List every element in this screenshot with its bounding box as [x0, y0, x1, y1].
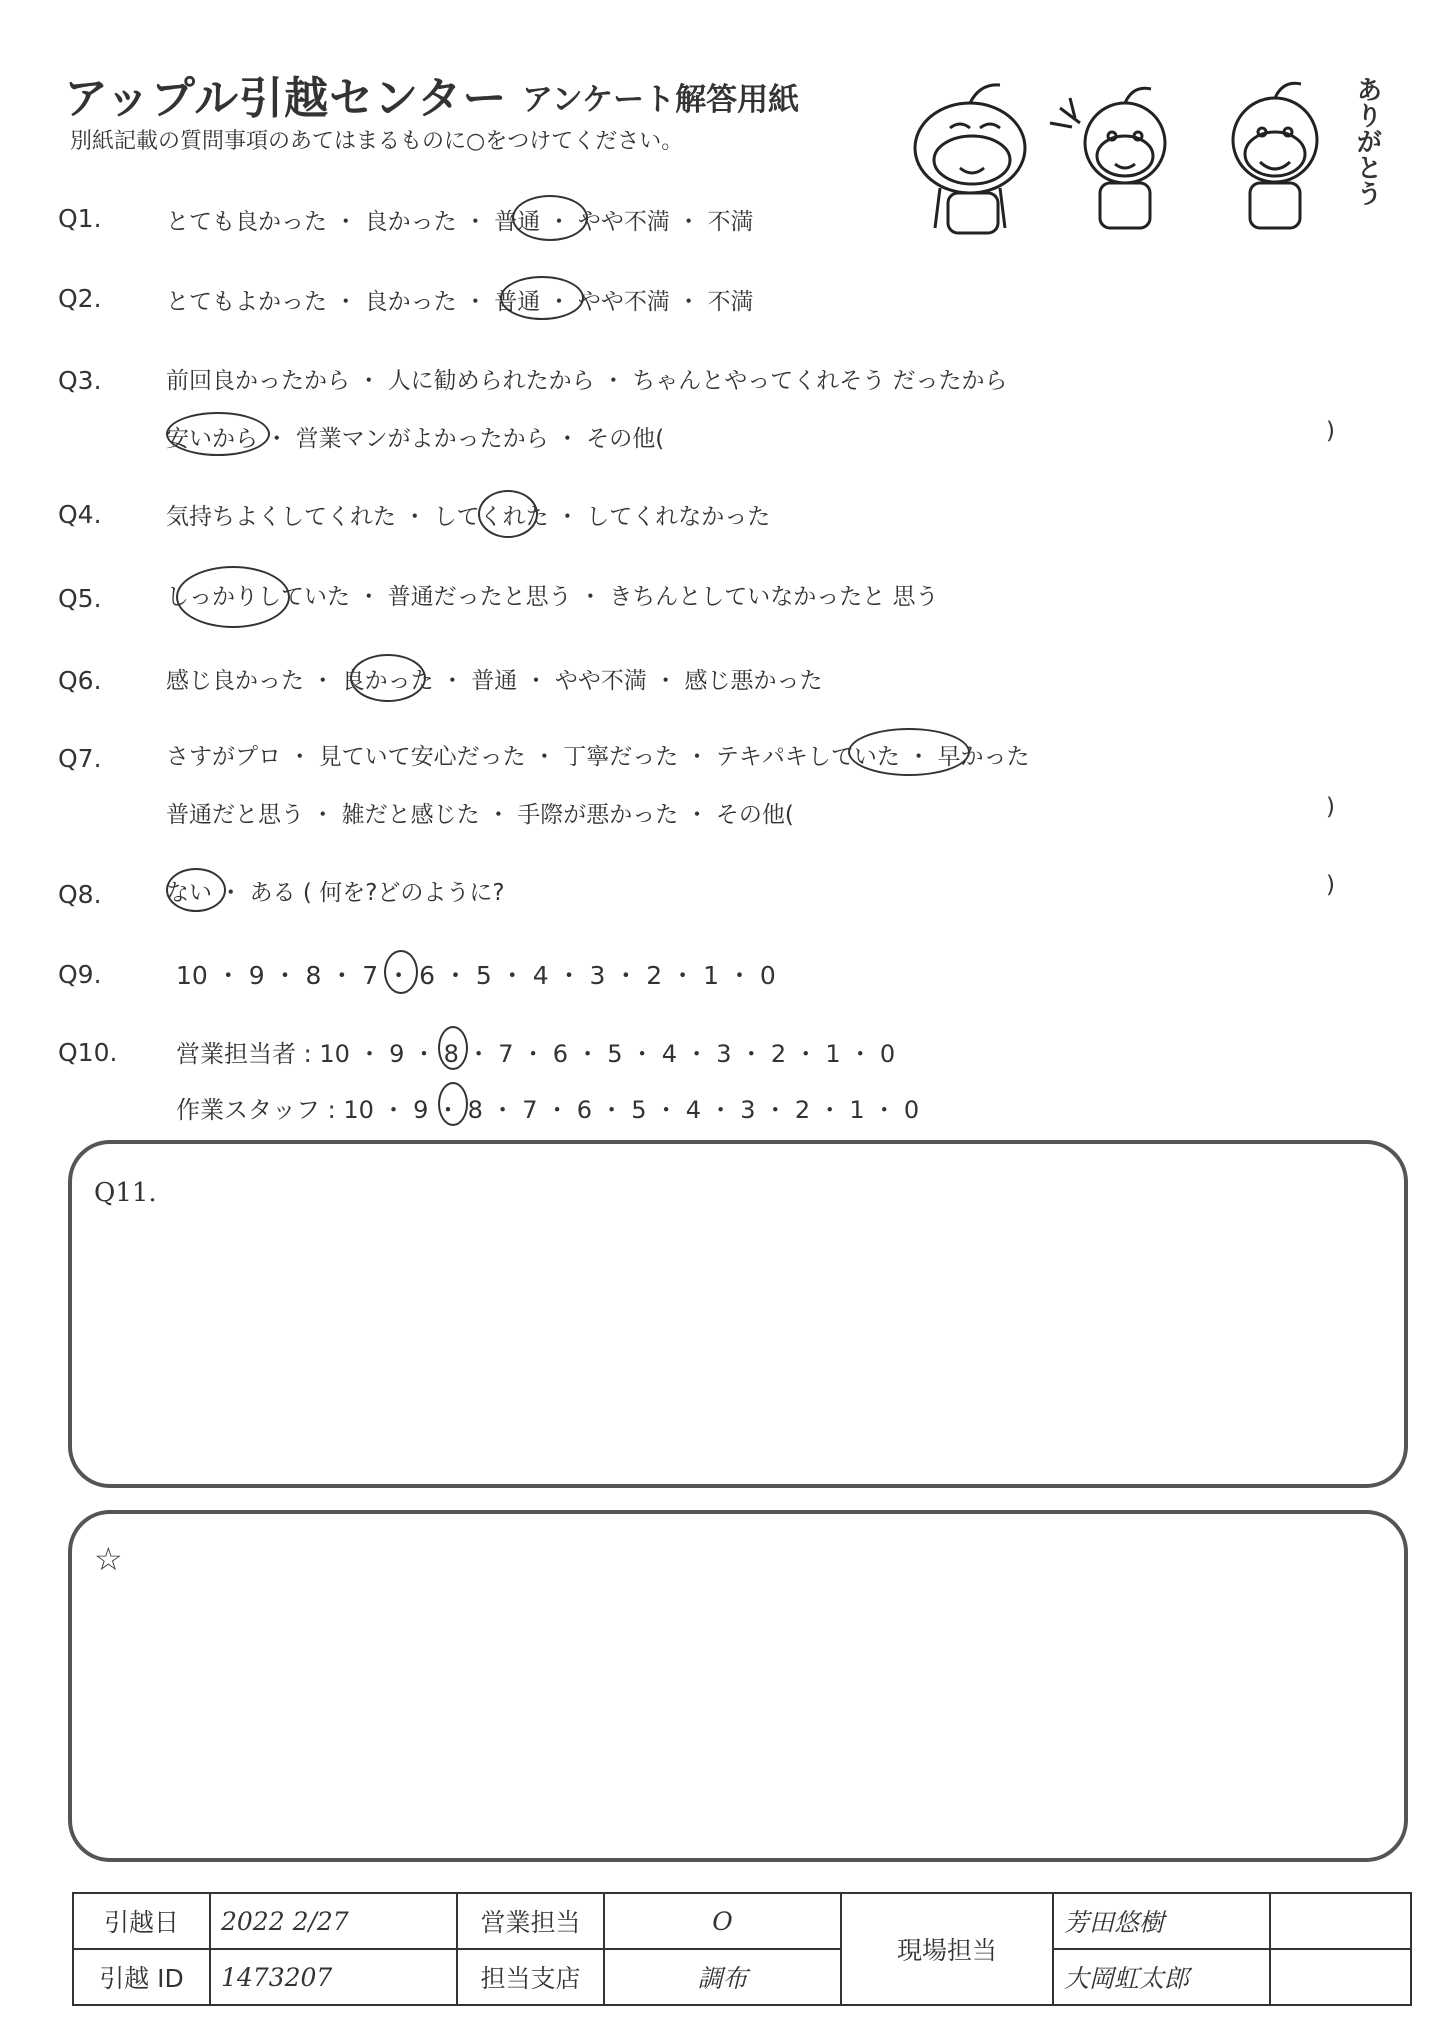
q3-options-line2[interactable]: 安いから ・ 営業マンがよかったから ・ その他(: [166, 426, 665, 452]
q3-number: Q3.: [58, 366, 102, 395]
q11-label: Q11.: [94, 1178, 157, 1208]
answer-circle: [166, 868, 226, 912]
q9-scale[interactable]: 10 ・ 9 ・ 8 ・ 7 ・ 6 ・ 5 ・ 4 ・ 3 ・ 2 ・ 1 ・ 0: [176, 961, 776, 990]
answer-circle: [350, 654, 426, 702]
q5-number: Q5.: [58, 584, 102, 613]
q8-close-paren: ): [1326, 872, 1335, 898]
q1-number: Q1.: [58, 204, 102, 233]
move-info-table: [72, 1892, 1412, 2006]
q10-staff-scale[interactable]: 作業スタッフ : 10 ・ 9 ・ 8 ・ 7 ・ 6 ・ 5 ・ 4 ・ 3 ・ 2 ・ 1 ・ 0: [176, 1096, 920, 1124]
q6-number: Q6.: [58, 666, 102, 695]
sales-label: 営業担当: [457, 1893, 604, 1949]
q2-options[interactable]: とてもよかった ・ 良かった ・ 普通 ・ やや不満 ・ 不満: [166, 289, 754, 315]
answer-circle: [176, 566, 290, 628]
company-name: アップル引越センター: [64, 73, 508, 124]
star-label: ☆: [94, 1540, 123, 1578]
move-id-label: 引越 ID: [73, 1949, 210, 2005]
answer-circle: [438, 1026, 468, 1070]
answer-circle: [438, 1082, 468, 1126]
q1-options[interactable]: とても良かった ・ 良かった ・ 普通 ・ やや不満 ・ 不満: [166, 209, 754, 235]
answer-circle: [166, 412, 270, 456]
form-title: アンケート解答用紙: [522, 82, 800, 118]
q7-number: Q7.: [58, 744, 102, 773]
q8-number: Q8.: [58, 880, 102, 909]
q2-number: Q2.: [58, 284, 102, 313]
sales-value[interactable]: O: [604, 1893, 841, 1949]
branch-label: 担当支店: [457, 1949, 604, 2005]
answer-circle: [500, 276, 584, 320]
thanks-text: ありがとう: [1352, 76, 1382, 206]
monkey-mascots-illustration: [900, 68, 1360, 238]
q7-close-paren: ): [1326, 794, 1335, 820]
instruction-text: 別紙記載の質問事項のあてはまるものに○をつけてください。: [70, 129, 684, 154]
q8-options[interactable]: ない ・ ある ( 何を?どのように?: [166, 880, 505, 906]
q7-options-line1[interactable]: さすがプロ ・ 見ていて安心だった ・ 丁寧だった ・ テキパキしていた ・ 早かった: [166, 744, 1030, 770]
field-value-2[interactable]: 大岡虹太郎: [1053, 1949, 1270, 2005]
move-date-value[interactable]: 2022 2/27: [210, 1893, 457, 1949]
star-comment-box[interactable]: [68, 1510, 1408, 1862]
move-date-label: 引越日: [73, 1893, 210, 1949]
answer-circle: [512, 195, 588, 241]
field-empty-cell[interactable]: [1270, 1893, 1411, 1949]
q3-options-line1[interactable]: 前回良かったから ・ 人に勧められたから ・ ちゃんとやってくれそう だったから: [166, 368, 1008, 394]
answer-circle: [848, 728, 970, 776]
answer-circle: [478, 490, 538, 538]
q6-options[interactable]: 感じ良かった ・ 良かった ・ 普通 ・ やや不満 ・ 感じ悪かった: [166, 668, 823, 694]
q10-sales-scale[interactable]: 営業担当者 : 10 ・ 9 ・ 8 ・ 7 ・ 6 ・ 5 ・ 4 ・ 3 ・ 2 ・ 1 ・ 0: [176, 1040, 896, 1068]
field-label: 現場担当: [841, 1893, 1053, 2005]
q9-number: Q9.: [58, 960, 102, 989]
answer-circle: [384, 950, 418, 994]
field-empty-cell[interactable]: [1270, 1949, 1411, 2005]
field-value-1[interactable]: 芳田悠樹: [1053, 1893, 1270, 1949]
branch-value[interactable]: 調布: [604, 1949, 841, 2005]
q3-close-paren: ): [1326, 418, 1335, 444]
q10-number: Q10.: [58, 1038, 118, 1067]
q4-number: Q4.: [58, 500, 102, 529]
q5-options[interactable]: しっかりしていた ・ 普通だったと思う ・ きちんとしていなかったと 思う: [166, 584, 939, 610]
q7-options-line2[interactable]: 普通だと思う ・ 雑だと感じた ・ 手際が悪かった ・ その他(: [166, 802, 794, 828]
q11-comment-box[interactable]: [68, 1140, 1408, 1488]
move-id-value[interactable]: 1473207: [210, 1949, 457, 2005]
q4-options[interactable]: 気持ちよくしてくれた ・ してくれた ・ してくれなかった: [166, 504, 771, 530]
